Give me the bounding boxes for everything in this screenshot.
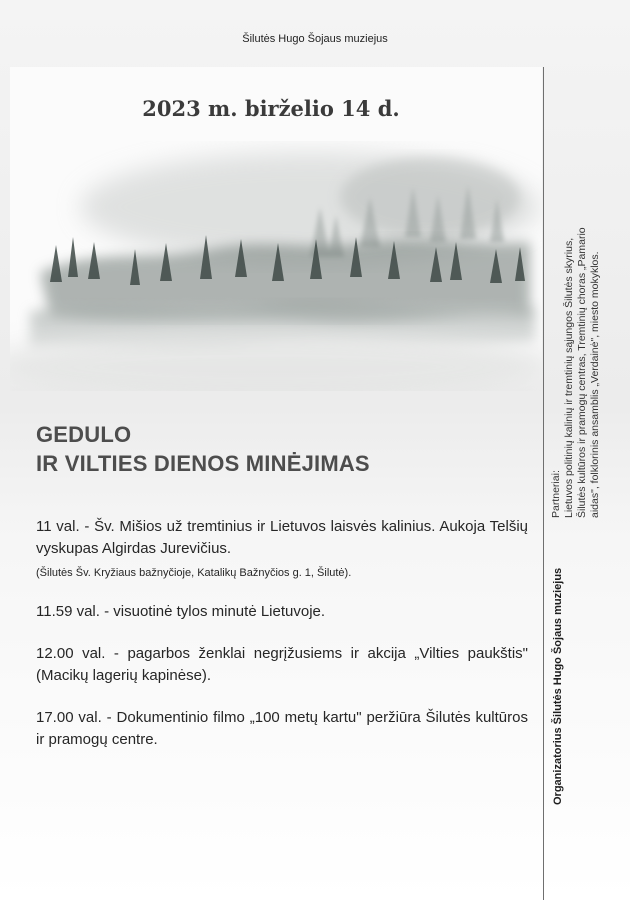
event-date: 2023 m. birželio 14 d. [142, 96, 400, 121]
partners-line: Šilutės kultūros ir pramogų centras, Tremtinių choras „Pamario [576, 227, 588, 518]
museum-name: Šilutės Hugo Šojaus muziejus [242, 33, 388, 45]
event-schedule [36, 516, 528, 751]
schedule-item-note: (Šilutės Šv. Kryžiaus bažnyčioje, Katalikų Bažnyčios g. 1, Šilutė). [36, 567, 352, 579]
title-line-1: GEDULO [36, 422, 132, 447]
event-title [36, 420, 370, 478]
schedule-item: 12.00 val. - pagarbos ženklai negrįžusiems ir akcija „Vilties paukštis" (Macikų lagerių kapinėse). [36, 645, 528, 684]
schedule-item: 17.00 val. - Dokumentinio filmo „100 metų kartu" peržiūra Šilutės kultūros ir pramogų centre. [36, 709, 528, 748]
partners-line: aidas", folklorinis ansamblis „Verdainė", miesto mokyklos. [589, 251, 601, 518]
partners-block [550, 227, 602, 518]
partners-line: Lietuvos politinių kalinių ir tremtinių sąjungos Šilutės skyrius, [563, 237, 575, 518]
schedule-item: 11.59 val. - visuotinė tylos minutė Lietuvoje. [36, 603, 326, 620]
schedule-item-text: 11 val. - Šv. Mišios už tremtinius ir Lietuvos laisvės kalinius. Aukoja Telšių vyskupas Algirdas Jurevičius. [36, 518, 528, 557]
partners-heading: Partneriai: [550, 470, 562, 518]
schedule-item [36, 516, 528, 581]
vertical-divider [543, 67, 544, 900]
title-line-2: IR VILTIES DIENOS MINĖJIMAS [36, 451, 370, 476]
organizer-text: Organizatorius Šilutės Hugo Šojaus muziejus [552, 567, 564, 805]
